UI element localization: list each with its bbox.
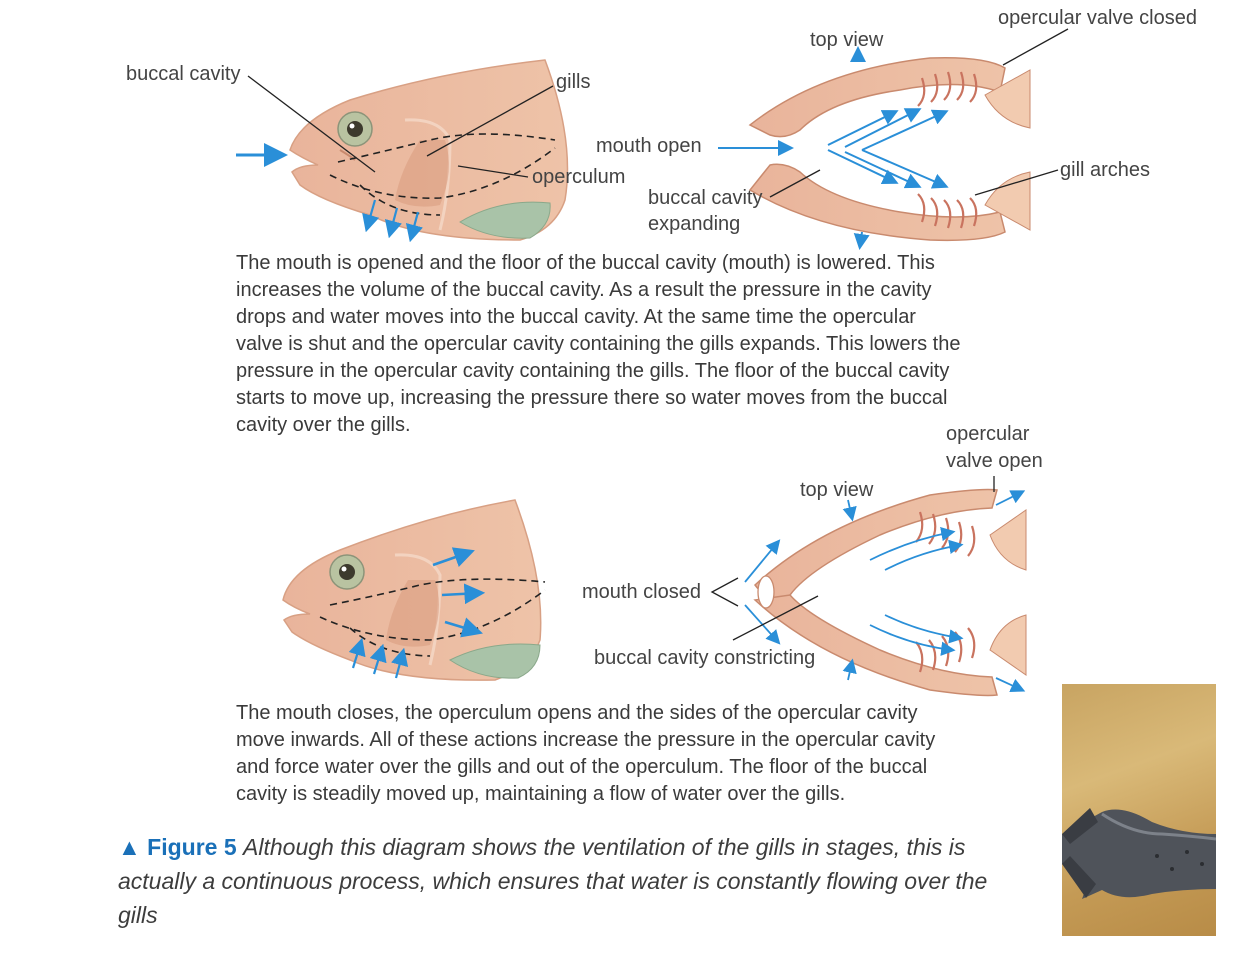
caption-text: Although this diagram shows the ventilation of the gills in stages, this is actually a continuous process, which ensures that water is constantly flowing over the gills: [118, 834, 988, 928]
stage2-paragraph: [236, 700, 1036, 808]
label-buccal-cavity-constricting: buccal cavity constricting: [594, 647, 816, 669]
label-mouth-closed: mouth closed: [582, 581, 701, 603]
label-top-view-2: top view: [800, 479, 874, 501]
label-opercular-valve-open-2: valve open: [946, 450, 1043, 472]
fish-head-stage2: [283, 500, 545, 680]
paragraph-line: valve is shut and the opercular cavity containing the gills expands. This lowers the: [236, 333, 961, 355]
paragraph-line: pressure in the opercular cavity containing the gills. The floor of the buccal cavity: [236, 360, 950, 382]
paragraph-line: cavity over the gills.: [236, 414, 411, 436]
paragraph-line: and force water over the gills and out of the operculum. The floor of the buccal: [236, 756, 928, 778]
label-top-view-1: top view: [810, 29, 884, 51]
figure-caption: [118, 830, 998, 932]
label-opercular-valve-open-1: opercular: [946, 423, 1030, 445]
label-buccal-cavity-expanding-1: buccal cavity: [648, 187, 763, 209]
top-view-stage1: [750, 58, 1030, 241]
figure-label: Figure 5: [147, 834, 237, 860]
paragraph-line: move inwards. All of these actions increase the pressure in the opercular cavity: [236, 729, 936, 751]
label-buccal-cavity-expanding-2: expanding: [648, 213, 741, 235]
caption-marker-icon: ▲: [118, 834, 141, 860]
paragraph-line: The mouth is opened and the floor of the buccal cavity (mouth) is lowered. This: [236, 252, 935, 274]
label-gill-arches: gill arches: [1060, 159, 1151, 181]
fish-photo: [1062, 684, 1216, 936]
label-gills: gills: [556, 71, 591, 93]
fish-head-stage1: [290, 60, 568, 240]
stage1-paragraph: [236, 250, 1036, 439]
fish-tail-image: [1062, 684, 1216, 936]
label-mouth-open: mouth open: [596, 135, 702, 157]
label-buccal-cavity: buccal cavity: [126, 63, 241, 85]
label-operculum: operculum: [532, 166, 626, 188]
paragraph-line: increases the volume of the buccal cavity. As a result the pressure in the cavity: [236, 279, 932, 301]
paragraph-line: The mouth closes, the operculum opens and the sides of the opercular cavity: [236, 702, 918, 724]
paragraph-line: drops and water moves into the buccal cavity. At the same time the opercular: [236, 306, 916, 328]
label-opercular-valve-closed: opercular valve closed: [998, 7, 1197, 29]
paragraph-line: cavity is steadily moved up, maintaining a flow of water over the gills.: [236, 783, 846, 805]
paragraph-line: starts to move up, increasing the pressure there so water moves from the buccal: [236, 387, 948, 409]
